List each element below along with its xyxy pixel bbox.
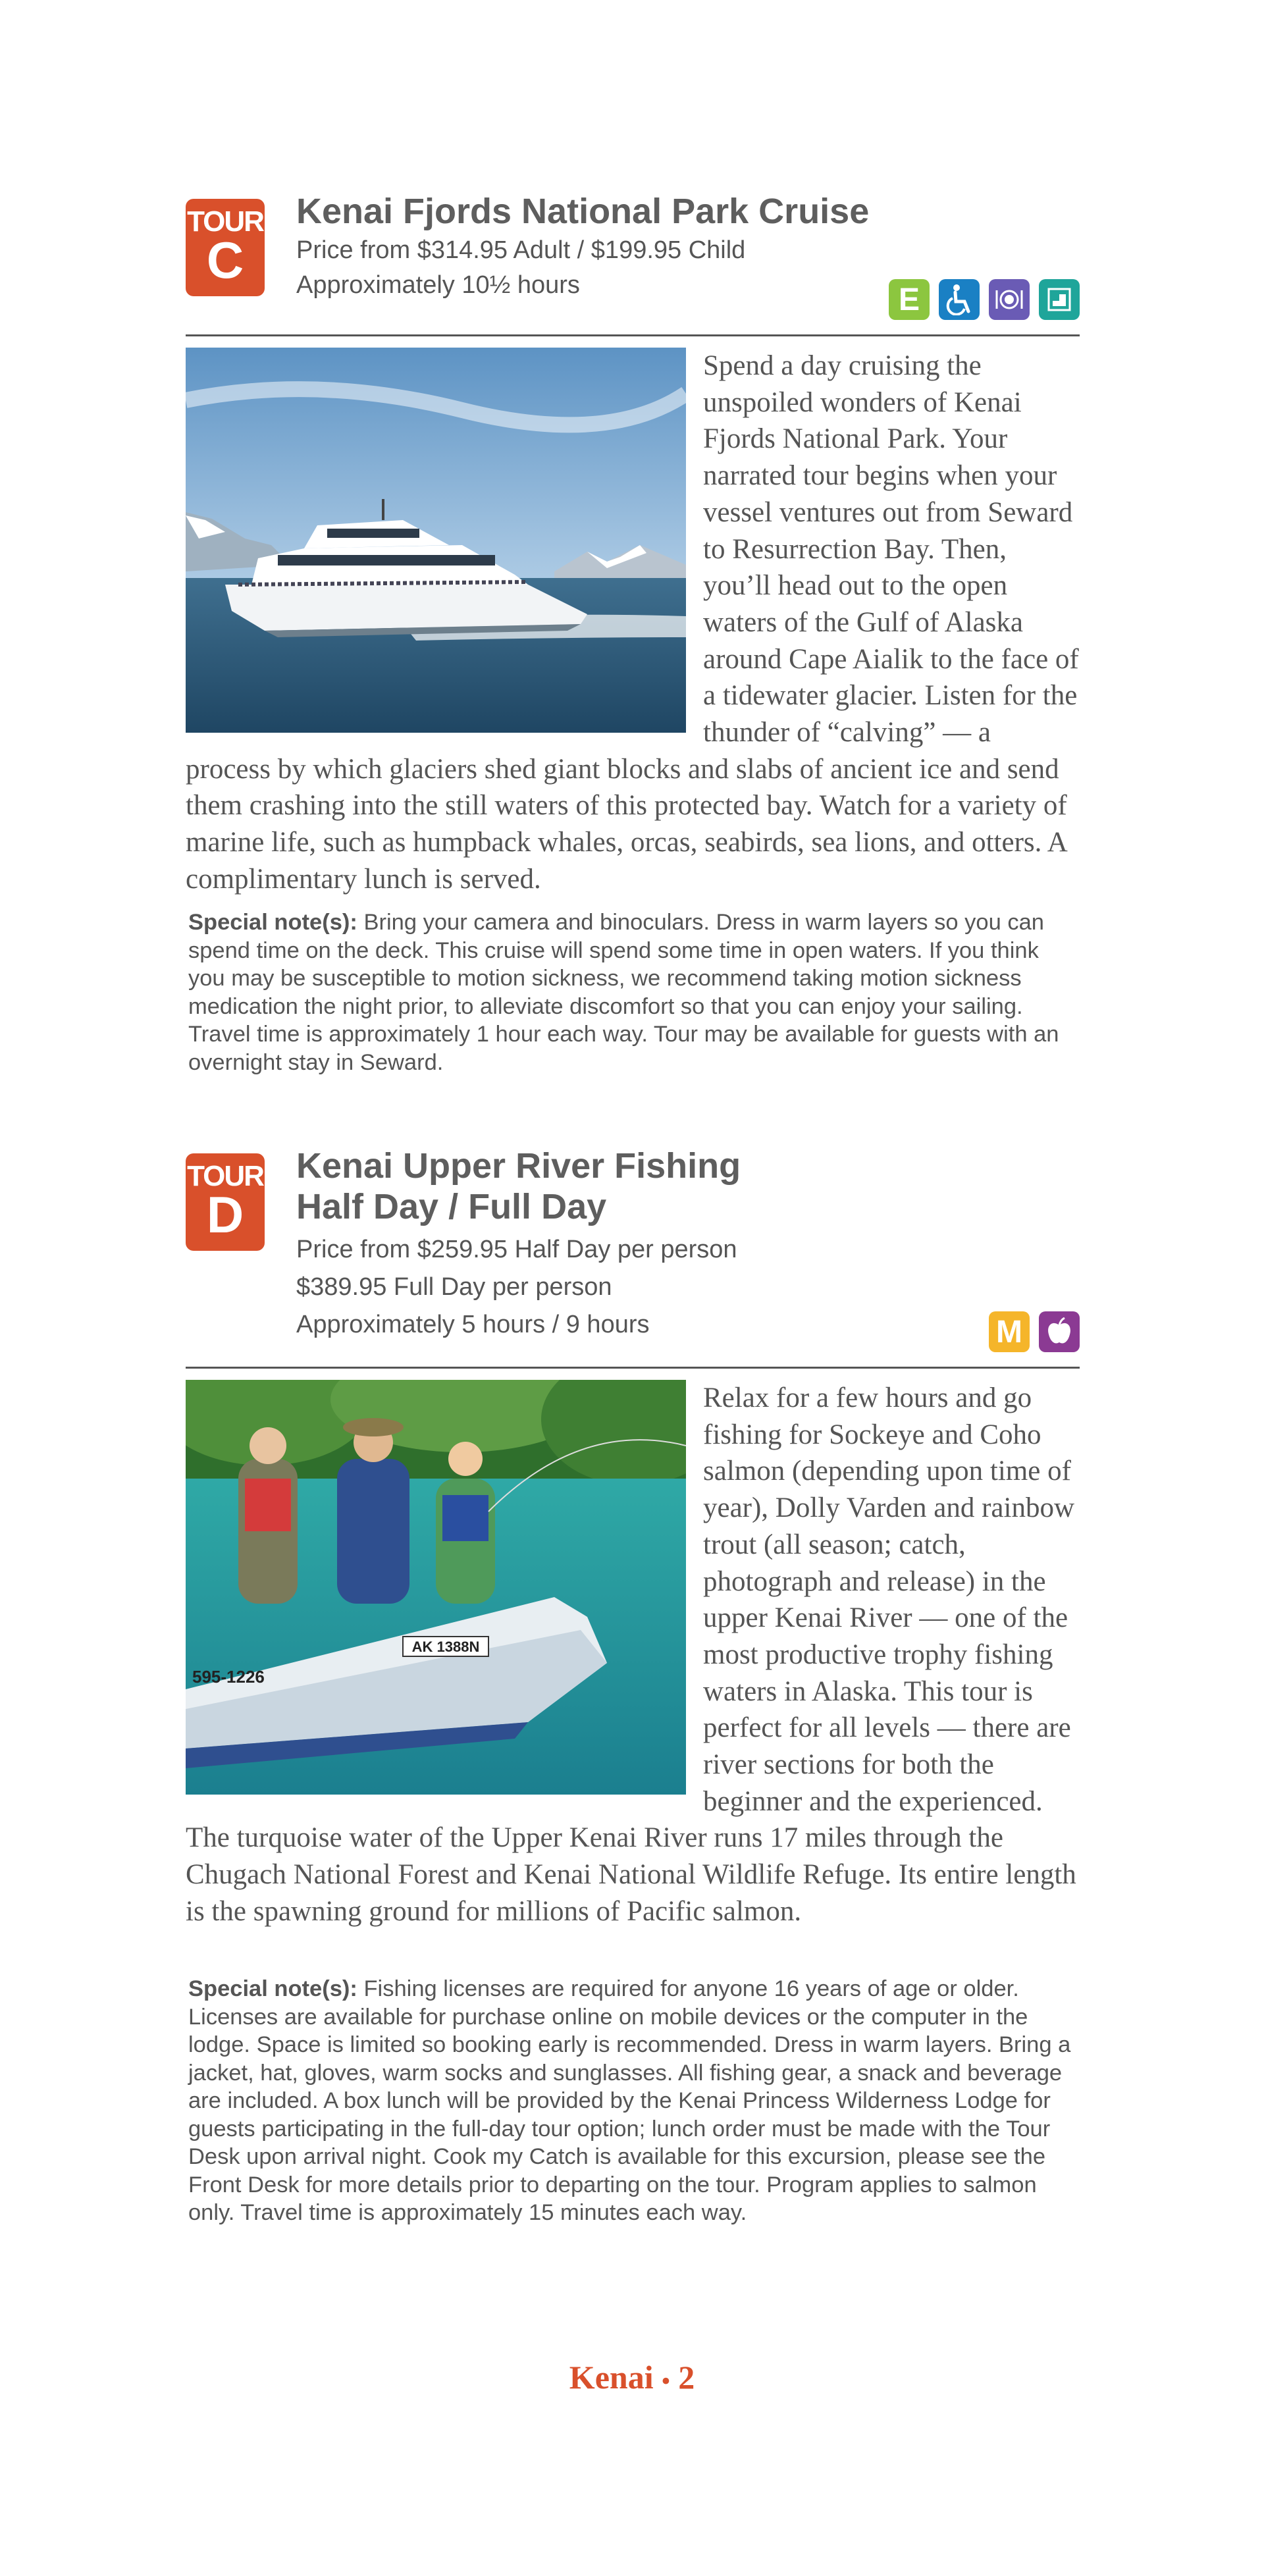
special-notes-label: Special note(s): xyxy=(188,1976,357,2001)
tour-badge-word: TOUR xyxy=(187,205,263,238)
boat-id-text: AK 1388N xyxy=(411,1639,480,1655)
wheelchair-icon xyxy=(939,279,980,320)
tour-title: Kenai Upper River Fishing xyxy=(296,1146,741,1186)
footer-separator: • xyxy=(662,2367,670,2394)
tour-description: Spend a day cruising the unspoiled wonders of Kenai Fjords National Park. Your narrated tour begins when your vessel ventures out from Seward to Resurrection Bay. Then, you’ll head out to the open waters of the Gulf of Alaska around Cape Aialik to the face of a tidewater glacier. Listen for the thunder of “calving” — a process by which glaciers shed giant blocks and slabs of ancient ice and send them crashing into the still waters of this protected bay. Watch for a variety of marine life, such as humpback whales, orcas, seabirds, sea lions, and otters. A complimentary lunch is served. xyxy=(186,350,1079,895)
section-divider xyxy=(186,1367,1080,1369)
e-activity-icon: E xyxy=(889,279,930,320)
tour-price: Price from $259.95 Half Day per person xyxy=(296,1236,737,1263)
tour-badge-letter: C xyxy=(206,231,244,289)
page-footer xyxy=(0,2358,1264,2396)
special-notes-label: Special note(s): xyxy=(188,910,357,935)
tour-header xyxy=(296,1145,741,1344)
tour-title: Kenai Fjords National Park Cruise xyxy=(296,192,870,231)
tour-price-full-day: $389.95 Full Day per person xyxy=(296,1273,612,1301)
tour-duration: Approximately 10½ hours xyxy=(296,271,580,299)
cruise-boat-photo xyxy=(186,348,686,733)
footer-place: Kenai xyxy=(569,2359,654,2396)
apple-icon xyxy=(1039,1311,1080,1352)
tour-header xyxy=(296,191,869,304)
special-notes xyxy=(188,1975,1077,2227)
tour-title-line2: Half Day / Full Day xyxy=(296,1187,607,1226)
special-notes xyxy=(188,908,1077,1076)
tour-badge xyxy=(186,1153,265,1251)
special-notes-text: Bring your camera and binoculars. Dress in warm layers so you can spend time on the deck. This cruise will spend some time in open waters. If you think you may be susceptible to motion sickness, we recommend taking motion sickness medication the night prior, to alleviate discomfort so that you can enjoy your sailing. Travel time is approximately 1 hour each way. Tour may be available for guests with an overnight stay in Seward. xyxy=(188,910,1059,1075)
tour-badge-letter: D xyxy=(206,1186,244,1244)
tour-description-block xyxy=(186,348,1080,898)
tour-badge xyxy=(186,199,265,296)
m-activity-icon: M xyxy=(989,1311,1030,1352)
tour-description-block xyxy=(186,1380,1080,1930)
tour-price: Price from $314.95 Adult / $199.95 Child xyxy=(296,236,746,264)
tour-duration: Approximately 5 hours / 9 hours xyxy=(296,1311,650,1338)
tour-description: Relax for a few hours and go fishing for Sockeye and Coho salmon (depending upon time of year), Dolly Varden and rainbow trout (all season; catch, photograph and release) in the upper Kenai River — one of the most productive trophy fishing waters in Alaska. This tour is perfect for all levels — there are river sections for both the beginner and the experienced. The turquoise water of the Upper Kenai River runs 17 miles through the Chugach National Forest and Kenai National Wildlife Refuge. Its entire length is the spawning ground for millions of Pacific salmon. xyxy=(186,1382,1076,1927)
activity-icons xyxy=(989,1311,1080,1352)
special-notes-text: Fishing licenses are required for anyone 16 years of age or older. Licenses are available for purchase online on mobile devices or the computer in the lodge. Space is limited so booking early is recommended. Dress in warm layers. Bring a jacket, hat, gloves, warm socks and sunglasses. All fishing gear, a snack and beverage are included. A box lunch will be provided by the Kenai Princess Wilderness Lodge for guests participating in the full-day tour option; lunch order must be made with the Tour Desk upon arrival night. Cook my Catch is available for this excursion, please see the Front Desk for more details prior to departing on the tour. Program applies to salmon only. Travel time is approximately 15 minutes each way. xyxy=(188,1976,1071,2225)
meal-icon xyxy=(989,279,1030,320)
section-divider xyxy=(186,334,1080,336)
tour-badge-word: TOUR xyxy=(187,1160,263,1192)
comfort-icon xyxy=(1039,279,1080,320)
page-number: 2 xyxy=(678,2359,695,2396)
activity-icons xyxy=(889,279,1080,320)
fishing-boat-photo xyxy=(186,1380,686,1795)
boat-number-text: 595-1226 xyxy=(192,1667,265,1687)
